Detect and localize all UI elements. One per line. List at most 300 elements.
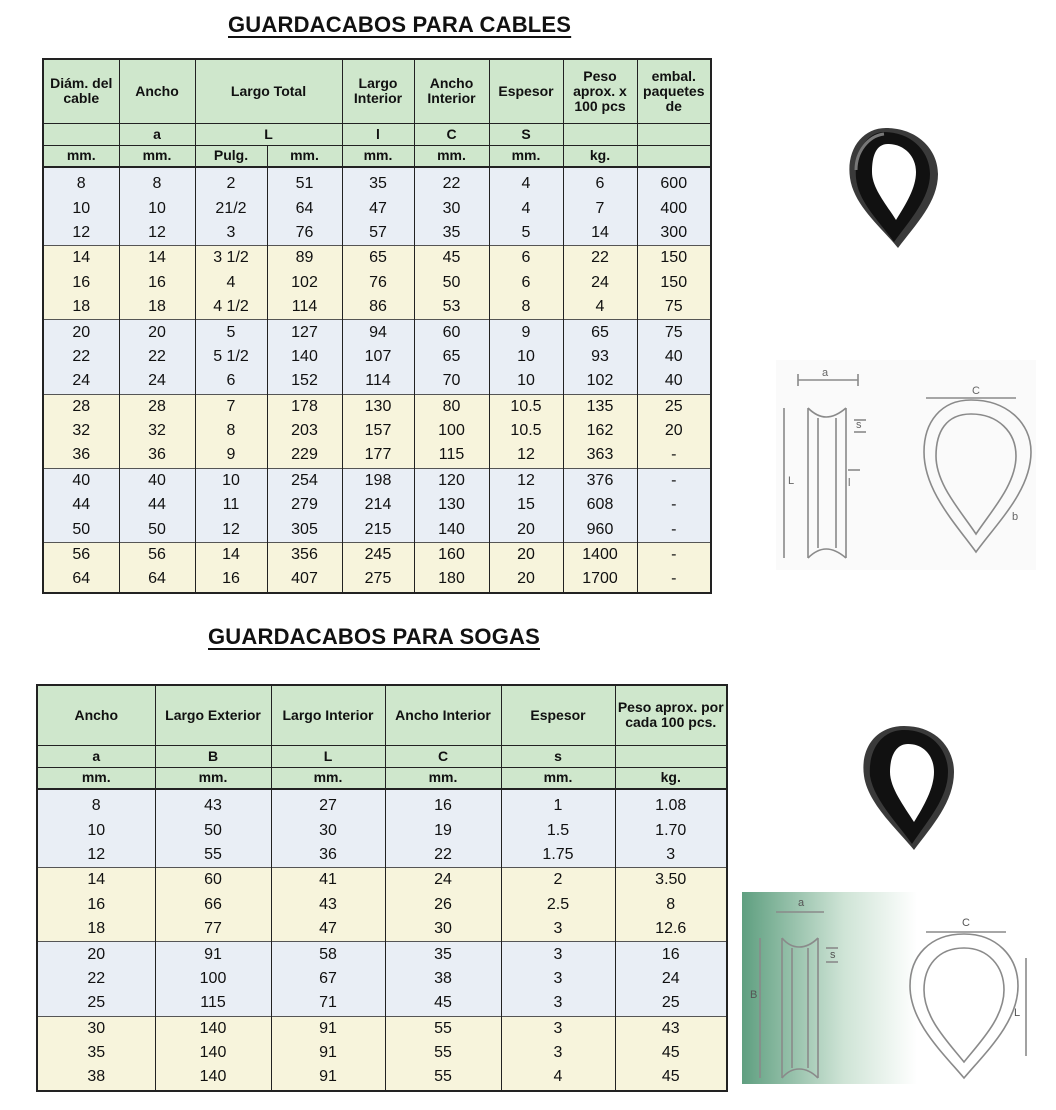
cell-cable-diameter: 56 — [43, 542, 119, 567]
cell-inner-width: 22 — [385, 843, 501, 868]
cell-weight: 960 — [563, 517, 637, 542]
cell-inner-width: 45 — [385, 991, 501, 1016]
cell-thickness: 3 — [501, 1016, 615, 1041]
table-row — [37, 1016, 727, 1041]
cell-inner-width: 45 — [414, 246, 489, 271]
unit-cell: kg. — [563, 145, 637, 167]
header-inner-length: Largo Interior — [342, 59, 414, 123]
cell-packing: 150 — [637, 271, 711, 295]
table-row — [43, 468, 711, 493]
table-row — [37, 991, 727, 1016]
cell-length-mm: 114 — [267, 295, 342, 320]
table-row — [43, 443, 711, 468]
cell-width: 24 — [119, 369, 195, 394]
table-row — [37, 967, 727, 991]
cell-outer-length: 140 — [155, 1016, 271, 1041]
symbol-cell: a — [119, 123, 195, 145]
cell-cable-diameter: 50 — [43, 517, 119, 542]
unit-cell: mm. — [414, 145, 489, 167]
cell-inner-length: 215 — [342, 517, 414, 542]
cell-inner-length: 35 — [342, 167, 414, 196]
unit-cell: Pulg. — [195, 145, 267, 167]
cell-thickness: 20 — [489, 542, 563, 567]
cell-weight: 22 — [563, 246, 637, 271]
table-row — [43, 345, 711, 369]
header-weight: Peso aprox. x 100 pcs — [563, 59, 637, 123]
cell-width: 18 — [37, 917, 155, 942]
cell-length-mm: 254 — [267, 468, 342, 493]
cell-packing: - — [637, 468, 711, 493]
cell-weight: 25 — [615, 991, 727, 1016]
cell-weight: 43 — [615, 1016, 727, 1041]
cell-width: 10 — [37, 818, 155, 842]
table-row — [37, 818, 727, 842]
cell-thickness: 20 — [489, 517, 563, 542]
cell-cable-diameter: 8 — [43, 167, 119, 196]
cell-width: 36 — [119, 443, 195, 468]
cell-length-mm: 127 — [267, 320, 342, 345]
cell-thickness: 1.5 — [501, 818, 615, 842]
cell-weight: 65 — [563, 320, 637, 345]
cell-thickness: 2 — [501, 868, 615, 893]
cell-inner-width: 35 — [385, 942, 501, 967]
cell-weight: 4 — [563, 295, 637, 320]
symbol-cell — [43, 123, 119, 145]
cell-width: 20 — [119, 320, 195, 345]
cell-length-inch: 5 1/2 — [195, 345, 267, 369]
unit-cell: mm. — [155, 767, 271, 789]
cell-weight: 3.50 — [615, 868, 727, 893]
cell-cable-diameter: 32 — [43, 419, 119, 443]
table-row — [43, 221, 711, 246]
cell-width: 25 — [37, 991, 155, 1016]
cell-packing: - — [637, 493, 711, 517]
cell-inner-width: 180 — [414, 567, 489, 592]
cell-thickness: 20 — [489, 567, 563, 592]
cell-inner-width: 50 — [414, 271, 489, 295]
cell-packing: 150 — [637, 246, 711, 271]
unit-cell: mm. — [385, 767, 501, 789]
cell-width: 30 — [37, 1016, 155, 1041]
cell-length-mm: 279 — [267, 493, 342, 517]
table-row — [37, 1065, 727, 1090]
cell-inner-length: 245 — [342, 542, 414, 567]
cell-length-mm: 102 — [267, 271, 342, 295]
cell-weight: 93 — [563, 345, 637, 369]
cell-inner-width: 26 — [385, 893, 501, 917]
cell-inner-width: 19 — [385, 818, 501, 842]
header-outer-length: Largo Exterior — [155, 685, 271, 745]
cell-inner-length: 91 — [271, 1016, 385, 1041]
cell-width: 14 — [37, 868, 155, 893]
table-row — [43, 567, 711, 592]
cell-length-mm: 76 — [267, 221, 342, 246]
cell-inner-length: 214 — [342, 493, 414, 517]
cell-width: 8 — [119, 167, 195, 196]
cell-thickness: 1.75 — [501, 843, 615, 868]
cell-thickness: 6 — [489, 246, 563, 271]
cell-inner-length: 130 — [342, 394, 414, 419]
cell-inner-width: 80 — [414, 394, 489, 419]
cell-inner-length: 58 — [271, 942, 385, 967]
cell-outer-length: 140 — [155, 1065, 271, 1090]
cell-outer-length: 60 — [155, 868, 271, 893]
unit-cell: mm. — [119, 145, 195, 167]
cell-weight: 376 — [563, 468, 637, 493]
cell-cable-diameter: 64 — [43, 567, 119, 592]
cell-outer-length: 66 — [155, 893, 271, 917]
cell-length-mm: 51 — [267, 167, 342, 196]
cell-weight: 162 — [563, 419, 637, 443]
cell-inner-length: 86 — [342, 295, 414, 320]
cell-length-inch: 21/2 — [195, 196, 267, 220]
cell-inner-length: 27 — [271, 789, 385, 818]
table-row — [37, 917, 727, 942]
cell-packing: 40 — [637, 345, 711, 369]
cell-thickness: 3 — [501, 942, 615, 967]
cell-width: 12 — [119, 221, 195, 246]
header-inner-width: Ancho Interior — [385, 685, 501, 745]
cell-cable-diameter: 44 — [43, 493, 119, 517]
cell-outer-length: 77 — [155, 917, 271, 942]
header-inner-width: Ancho Interior — [414, 59, 489, 123]
dimension-label: C — [972, 385, 980, 397]
cell-length-mm: 89 — [267, 246, 342, 271]
cell-length-inch: 9 — [195, 443, 267, 468]
table-row — [37, 1041, 727, 1065]
header-total-length: Largo Total — [195, 59, 342, 123]
cell-width: 28 — [119, 394, 195, 419]
table-row — [43, 517, 711, 542]
cell-width: 10 — [119, 196, 195, 220]
table-row — [43, 369, 711, 394]
cell-inner-length: 275 — [342, 567, 414, 592]
cell-weight: 1700 — [563, 567, 637, 592]
cell-inner-width: 55 — [385, 1041, 501, 1065]
header-width: Ancho — [37, 685, 155, 745]
table-row — [37, 868, 727, 893]
cell-thickness: 3 — [501, 967, 615, 991]
cell-packing: - — [637, 517, 711, 542]
header-inner-length: Largo Interior — [271, 685, 385, 745]
dimension-label: l — [848, 477, 851, 489]
cell-weight: 45 — [615, 1065, 727, 1090]
cell-width: 56 — [119, 542, 195, 567]
cell-width: 35 — [37, 1041, 155, 1065]
cell-packing: 400 — [637, 196, 711, 220]
cell-inner-width: 30 — [385, 917, 501, 942]
dimension-label: b — [1012, 511, 1019, 523]
cell-weight: 608 — [563, 493, 637, 517]
table-row — [43, 320, 711, 345]
cell-length-mm: 203 — [267, 419, 342, 443]
cell-inner-length: 94 — [342, 320, 414, 345]
table-row — [43, 394, 711, 419]
cell-inner-width: 24 — [385, 868, 501, 893]
cell-inner-length: 76 — [342, 271, 414, 295]
unit-cell: mm. — [267, 145, 342, 167]
cell-cable-diameter: 14 — [43, 246, 119, 271]
cell-thickness: 3 — [501, 917, 615, 942]
cell-thickness: 10.5 — [489, 419, 563, 443]
cell-length-inch: 7 — [195, 394, 267, 419]
symbol-cell — [615, 745, 727, 767]
cell-inner-length: 47 — [271, 917, 385, 942]
header-width: Ancho — [119, 59, 195, 123]
cell-outer-length: 43 — [155, 789, 271, 818]
cell-inner-length: 43 — [271, 893, 385, 917]
cell-cable-diameter: 20 — [43, 320, 119, 345]
cell-packing: 75 — [637, 295, 711, 320]
unit-cell: mm. — [37, 767, 155, 789]
header-weight: Peso aprox. por cada 100 pcs. — [615, 685, 727, 745]
cell-outer-length: 140 — [155, 1041, 271, 1065]
cell-thickness: 12 — [489, 468, 563, 493]
cell-inner-length: 114 — [342, 369, 414, 394]
cell-inner-width: 22 — [414, 167, 489, 196]
dimension-label: C — [962, 917, 970, 929]
thimble-drawing-icon — [742, 892, 1034, 1084]
cell-width: 20 — [37, 942, 155, 967]
cell-length-mm: 140 — [267, 345, 342, 369]
symbol-cell — [563, 123, 637, 145]
cell-inner-length: 57 — [342, 221, 414, 246]
unit-cell — [637, 145, 711, 167]
table-row — [43, 493, 711, 517]
unit-cell: mm. — [43, 145, 119, 167]
cell-length-inch: 12 — [195, 517, 267, 542]
cell-cable-diameter: 12 — [43, 221, 119, 246]
cell-outer-length: 55 — [155, 843, 271, 868]
cell-packing: 300 — [637, 221, 711, 246]
cell-thickness: 1 — [501, 789, 615, 818]
cell-weight: 45 — [615, 1041, 727, 1065]
unit-cell: mm. — [501, 767, 615, 789]
cell-length-inch: 4 — [195, 271, 267, 295]
cell-width: 38 — [37, 1065, 155, 1090]
cell-inner-width: 55 — [385, 1065, 501, 1090]
cell-length-inch: 6 — [195, 369, 267, 394]
cell-inner-length: 36 — [271, 843, 385, 868]
cell-width: 44 — [119, 493, 195, 517]
cell-inner-length: 67 — [271, 967, 385, 991]
cell-inner-length: 30 — [271, 818, 385, 842]
cell-thickness: 3 — [501, 991, 615, 1016]
dimension-label: a — [822, 367, 829, 379]
cables-table — [42, 58, 712, 594]
cables-table-body — [43, 167, 711, 593]
table-row — [43, 196, 711, 220]
cell-width: 22 — [119, 345, 195, 369]
cell-cable-diameter: 28 — [43, 394, 119, 419]
cell-inner-width: 70 — [414, 369, 489, 394]
cell-weight: 3 — [615, 843, 727, 868]
cell-thickness: 10 — [489, 369, 563, 394]
cell-packing: 75 — [637, 320, 711, 345]
cell-weight: 16 — [615, 942, 727, 967]
cell-length-mm: 178 — [267, 394, 342, 419]
cell-inner-width: 16 — [385, 789, 501, 818]
dimension-label: s — [856, 419, 862, 431]
symbol-cell: l — [342, 123, 414, 145]
cell-weight: 102 — [563, 369, 637, 394]
header-cable-diameter: Diám. del cable — [43, 59, 119, 123]
cell-inner-length: 198 — [342, 468, 414, 493]
cell-width: 18 — [119, 295, 195, 320]
cell-width: 40 — [119, 468, 195, 493]
cell-length-inch: 11 — [195, 493, 267, 517]
cell-inner-width: 120 — [414, 468, 489, 493]
cell-outer-length: 115 — [155, 991, 271, 1016]
cell-width: 14 — [119, 246, 195, 271]
dimension-label: s — [830, 949, 836, 961]
cell-length-mm: 407 — [267, 567, 342, 592]
cell-thickness: 8 — [489, 295, 563, 320]
unit-cell: mm. — [342, 145, 414, 167]
table-row — [37, 893, 727, 917]
sogas-table-body — [37, 789, 727, 1091]
symbol-cell: C — [414, 123, 489, 145]
table-row — [43, 271, 711, 295]
cell-outer-length: 91 — [155, 942, 271, 967]
cell-width: 50 — [119, 517, 195, 542]
dimension-label: a — [798, 897, 805, 909]
cell-thickness: 5 — [489, 221, 563, 246]
table-row — [37, 843, 727, 868]
cell-thickness: 6 — [489, 271, 563, 295]
cell-thickness: 12 — [489, 443, 563, 468]
cell-cable-diameter: 24 — [43, 369, 119, 394]
cell-length-inch: 3 1/2 — [195, 246, 267, 271]
cell-cable-diameter: 40 — [43, 468, 119, 493]
cell-outer-length: 50 — [155, 818, 271, 842]
cell-weight: 1.08 — [615, 789, 727, 818]
thimble-photo-icon — [852, 720, 962, 856]
cell-length-inch: 16 — [195, 567, 267, 592]
cell-weight: 1.70 — [615, 818, 727, 842]
cell-length-mm: 64 — [267, 196, 342, 220]
header-thickness: Espesor — [501, 685, 615, 745]
cell-length-mm: 356 — [267, 542, 342, 567]
cell-inner-width: 100 — [414, 419, 489, 443]
cell-weight: 135 — [563, 394, 637, 419]
cell-thickness: 2.5 — [501, 893, 615, 917]
cell-weight: 14 — [563, 221, 637, 246]
cell-weight: 24 — [563, 271, 637, 295]
dimension-label: L — [788, 475, 795, 487]
cell-packing: - — [637, 542, 711, 567]
header-packing: embal. paquetes de — [637, 59, 711, 123]
cell-inner-width: 160 — [414, 542, 489, 567]
symbol-cell: B — [155, 745, 271, 767]
table-row — [43, 542, 711, 567]
cell-thickness: 4 — [501, 1065, 615, 1090]
cell-inner-width: 140 — [414, 517, 489, 542]
cell-weight: 8 — [615, 893, 727, 917]
symbol-cell: s — [501, 745, 615, 767]
cell-cable-diameter: 18 — [43, 295, 119, 320]
table-row — [37, 942, 727, 967]
cell-inner-length: 41 — [271, 868, 385, 893]
cell-length-inch: 4 1/2 — [195, 295, 267, 320]
cell-length-mm: 229 — [267, 443, 342, 468]
unit-cell: kg. — [615, 767, 727, 789]
cell-width: 12 — [37, 843, 155, 868]
header-thickness: Espesor — [489, 59, 563, 123]
cell-inner-width: 130 — [414, 493, 489, 517]
cell-thickness: 9 — [489, 320, 563, 345]
cell-inner-width: 65 — [414, 345, 489, 369]
cell-cable-diameter: 36 — [43, 443, 119, 468]
cell-thickness: 4 — [489, 167, 563, 196]
sogas-title: GUARDACABOS PARA SOGAS — [208, 624, 540, 649]
cell-inner-width: 55 — [385, 1016, 501, 1041]
cell-thickness: 3 — [501, 1041, 615, 1065]
cell-length-inch: 10 — [195, 468, 267, 493]
cell-width: 64 — [119, 567, 195, 592]
cell-weight: 7 — [563, 196, 637, 220]
cell-length-mm: 152 — [267, 369, 342, 394]
cell-weight: 6 — [563, 167, 637, 196]
cell-length-inch: 8 — [195, 419, 267, 443]
cell-inner-length: 177 — [342, 443, 414, 468]
thimble-drawing-icon — [776, 360, 1036, 570]
cell-weight: 24 — [615, 967, 727, 991]
cell-packing: - — [637, 567, 711, 592]
cell-inner-width: 53 — [414, 295, 489, 320]
cell-packing: 20 — [637, 419, 711, 443]
dimension-label: L — [1014, 1007, 1021, 1019]
cables-title: GUARDACABOS PARA CABLES — [228, 12, 572, 37]
thimble-photo-icon — [826, 122, 956, 254]
unit-cell: mm. — [489, 145, 563, 167]
cell-thickness: 10.5 — [489, 394, 563, 419]
cell-length-inch: 5 — [195, 320, 267, 345]
cell-inner-length: 157 — [342, 419, 414, 443]
cell-length-inch: 14 — [195, 542, 267, 567]
table-row — [37, 789, 727, 818]
table-row — [43, 419, 711, 443]
cell-inner-width: 60 — [414, 320, 489, 345]
cell-inner-length: 107 — [342, 345, 414, 369]
cell-width: 16 — [37, 893, 155, 917]
cell-weight: 1400 — [563, 542, 637, 567]
table-row — [43, 167, 711, 196]
cell-inner-width: 35 — [414, 221, 489, 246]
cell-weight: 363 — [563, 443, 637, 468]
cell-inner-length: 91 — [271, 1065, 385, 1090]
table-row — [43, 295, 711, 320]
dimension-label: B — [750, 989, 758, 1001]
cell-thickness: 15 — [489, 493, 563, 517]
symbol-cell: a — [37, 745, 155, 767]
symbol-cell: C — [385, 745, 501, 767]
cell-length-inch: 2 — [195, 167, 267, 196]
cell-packing: 600 — [637, 167, 711, 196]
cell-cable-diameter: 22 — [43, 345, 119, 369]
cell-inner-width: 115 — [414, 443, 489, 468]
cell-thickness: 4 — [489, 196, 563, 220]
symbol-cell: S — [489, 123, 563, 145]
cell-length-mm: 305 — [267, 517, 342, 542]
cell-packing: 40 — [637, 369, 711, 394]
cell-length-inch: 3 — [195, 221, 267, 246]
cell-packing: 25 — [637, 394, 711, 419]
sogas-table — [36, 684, 728, 1092]
cell-cable-diameter: 16 — [43, 271, 119, 295]
cell-weight: 12.6 — [615, 917, 727, 942]
table-row — [43, 246, 711, 271]
